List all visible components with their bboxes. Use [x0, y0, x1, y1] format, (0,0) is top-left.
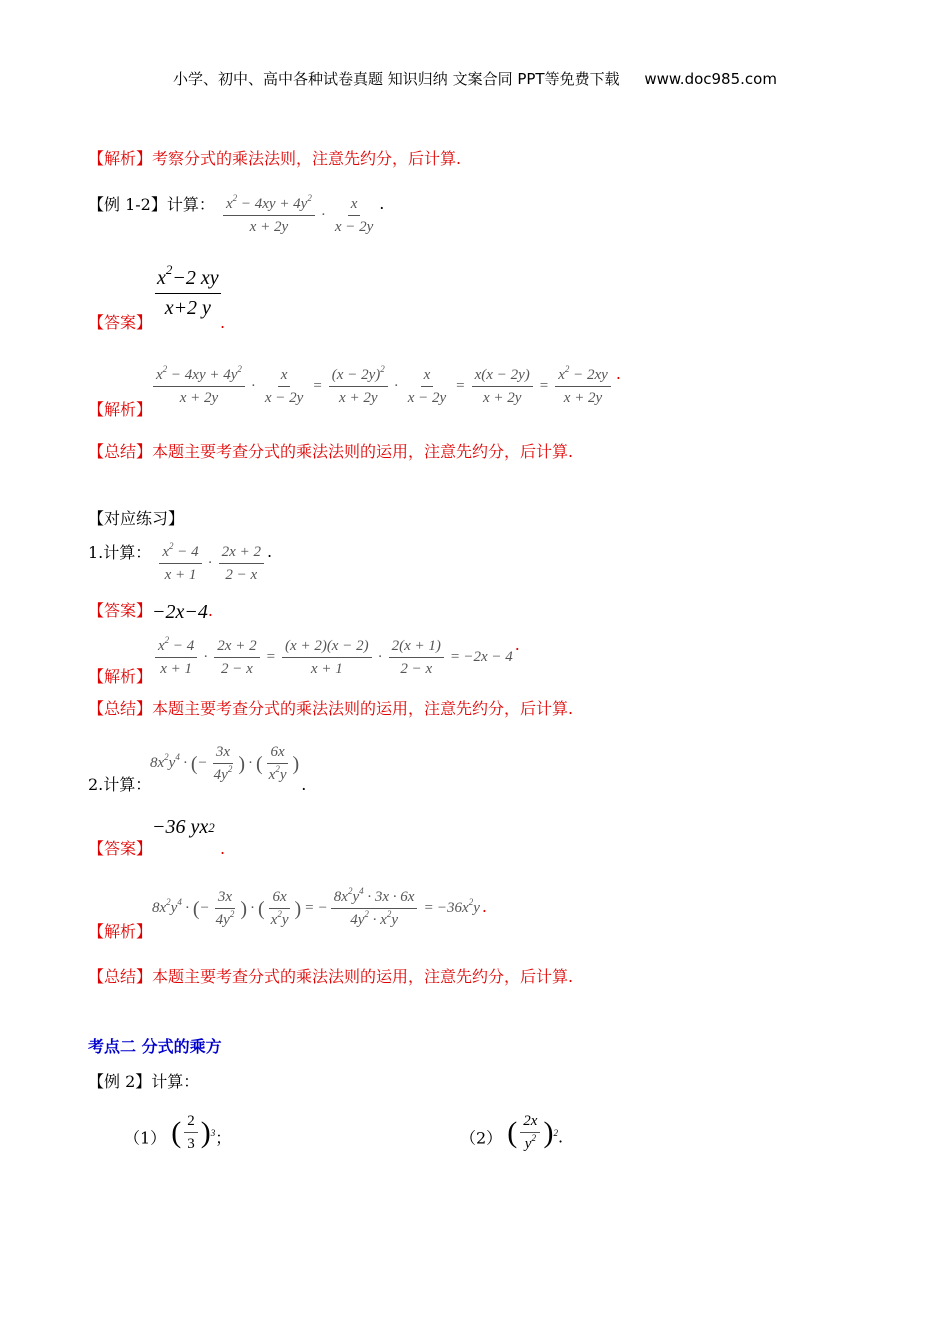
summary-3: 【总结】本题主要考查分式的乘法法则的运用，注意先约分，后计算.: [88, 967, 574, 986]
exercise-2-analysis-label: 【解析】: [88, 922, 153, 941]
exercise-1-analysis-label: 【解析】: [88, 667, 153, 686]
summary-1: 【总结】本题主要考查分式的乘法法则的运用，注意先约分，后计算.: [88, 442, 574, 461]
exercise-2-answer-formula: −36 yx 2: [152, 816, 215, 838]
exercise-2: 2.计算： .: [88, 775, 307, 794]
answer-1-2-formula: $\frac{x^2-2 xy}{x+2 y}$: [157, 262, 219, 319]
exercise-2-formula: $8x^2y^4$ · ( − $\frac{3x}{4y^2}$ ) · ( $\frac{6x}{x^2y}$ ): [150, 744, 300, 783]
analysis-1-2-formula: $\frac{x^2 - 4xy + 4y^2}{x + 2y}$ · $\frac{x}{x - 2y}$ = $\frac{(x - 2y)^2}{x + 2y}$ · $\frac{x}{x - 2y}$ = $\frac{x(x - 2y)}{x + 2y}$ = $\frac{x^2 - 2xy}{x + 2y}$ .: [150, 364, 621, 407]
example-2-title: 【例 2】计算：: [88, 1072, 200, 1091]
exercise-2-analysis-formula: $8x^2y^4$ · ( − $\frac{3x}{4y^2}$ ) · ( $\frac{6x}{x^2y}$ ) = − $\frac{8x^2y^4 \cdot 3x \cdot 6x}{4y^2 \cdot x^2y}$ = $-36x^2y$ .: [152, 886, 487, 928]
analysis-label: 【解析】: [88, 149, 153, 168]
exercise-heading: 【对应练习】: [88, 509, 185, 528]
exercise-1-answer-value: −2x−4: [152, 601, 208, 623]
page-header: [0, 68, 950, 89]
exercise-2-answer-value: −36 yx: [152, 816, 209, 838]
summary-2: 【总结】本题主要考查分式的乘法法则的运用，注意先约分，后计算.: [88, 699, 574, 718]
exercise-1-analysis-formula: $\frac{x^2 - 4}{x + 1}$ · $\frac{2x + 2}{2 - x}$ = $\frac{(x + 2)(x - 2)}{x + 1}$ · $\frac{2(x + 1)}{2 - x}$ = −2x − 4 .: [152, 635, 520, 678]
example-expression: $\frac{x^2 - 4xy + 4y^2}{x + 2y}$ · $\frac{x}{x - 2y}$: [220, 195, 379, 236]
analysis-1-2-label: 【解析】: [88, 400, 153, 419]
analysis-text: 考察分式的乘法法则，注意先约分，后计算.: [152, 149, 462, 168]
example-1-2: 【例 1-2】计算： $\frac{x^2 - 4xy + 4y^2}{x + 2y}$ · $\frac{x}{x - 2y}$ .: [88, 193, 385, 235]
intro-analysis: [88, 146, 461, 169]
header-url: www.doc985.com: [644, 70, 777, 88]
answer-1-2-label: 【答案】 .: [88, 313, 226, 332]
example-title: 【例 1-2】计算：: [88, 195, 215, 214]
example-2-part-2: （2） ( $\frac{2x}{y^2}$ ) 2 .: [460, 1113, 564, 1152]
exercise-1-answer: 【答案】−2x−4.: [88, 601, 213, 623]
exercise-1: 1.计算： $\frac{x^2 - 4}{x + 1}$ · $\frac{2x + 2}{2 - x}$ .: [88, 541, 273, 583]
exercise-2-answer-label: 【答案】 .: [88, 839, 226, 858]
section-heading-kaodian-2: 考点二 分式的乘方: [88, 1037, 222, 1056]
header-left-text: 小学、初中、高中各种试卷真题 知识归纳 文案合同 PPT等免费下载: [173, 70, 620, 88]
example-2-part-1: （1） ( $\frac{2}{3}$ ) 3 ；: [124, 1113, 232, 1152]
